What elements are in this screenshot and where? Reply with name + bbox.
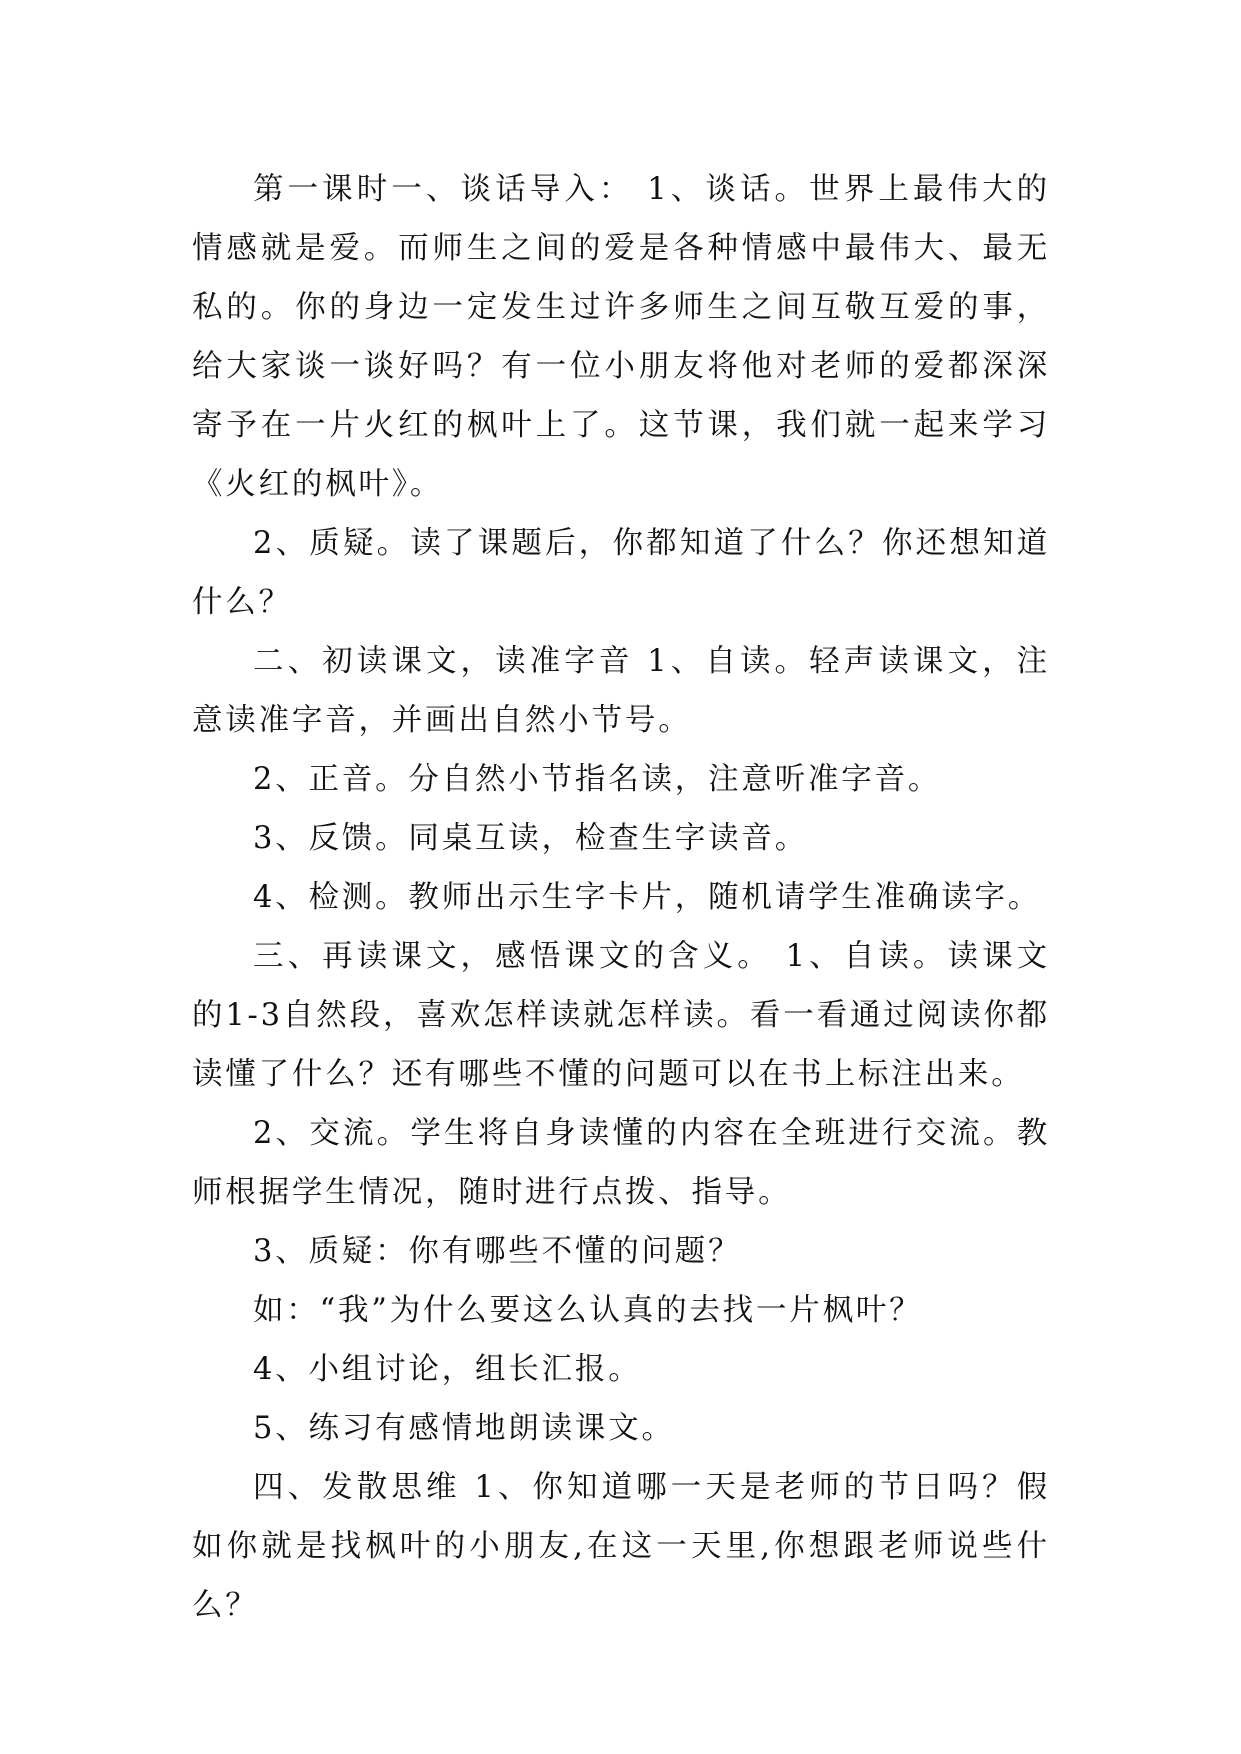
paragraph-second-reading: 三、再读课文，感悟课文的含义。 1、自读。读课文的1-3自然段，喜欢怎样读就怎样读。看一看通过阅读你都读懂了什么？还有哪些不懂的问题可以在书上标注出来。 <box>192 939 1050 1092</box>
paragraph-check: 4、检测。教师出示生字卡片，随机请学生准确读字。 <box>253 880 1042 915</box>
paragraph-practice-reading: 5、练习有感情地朗读课文。 <box>253 1411 675 1446</box>
paragraph-first-reading: 二、初读课文，读准字音 1、自读。轻声读课文，注意读准字音，并画出自然小节号。 <box>192 644 1050 738</box>
paragraph-example: 如：“我”为什么要这么认真的去找一片枫叶？ <box>253 1293 923 1328</box>
paragraph-group-discussion: 4、小组讨论，组长汇报。 <box>253 1352 642 1387</box>
document-body <box>192 160 1050 1635</box>
paragraph-divergent-thinking: 四、发散思维 1、你知道哪一天是老师的节日吗？假如你就是找枫叶的小朋友,在这一天里,你想跟老师说些什么？ <box>192 1470 1050 1623</box>
paragraph-intro: 第一课时一、谈话导入： 1、谈话。世界上最伟大的情感就是爱。而师生之间的爱是各种情感中最伟大、最无私的。你的身边一定发生过许多师生之间互敬互爱的事，给大家谈一谈好吗？有一位小朋友将他对老师的爱都深深寄予在一片火红的枫叶上了。这节课，我们就一起来学习《火红的枫叶》。 <box>192 172 1050 502</box>
paragraph-doubt: 3、质疑：你有哪些不懂的问题？ <box>253 1234 742 1269</box>
paragraph-exchange: 2、交流。学生将自身读懂的内容在全班进行交流。教师根据学生情况，随时进行点拨、指导。 <box>192 1116 1050 1210</box>
paragraph-feedback: 3、反馈。同桌互读，检查生字读音。 <box>253 821 809 856</box>
paragraph-pronunciation: 2、正音。分自然小节指名读，注意听准字音。 <box>253 762 942 797</box>
paragraph-question: 2、质疑。读了课题后，你都知道了什么？你还想知道什么？ <box>192 526 1050 620</box>
